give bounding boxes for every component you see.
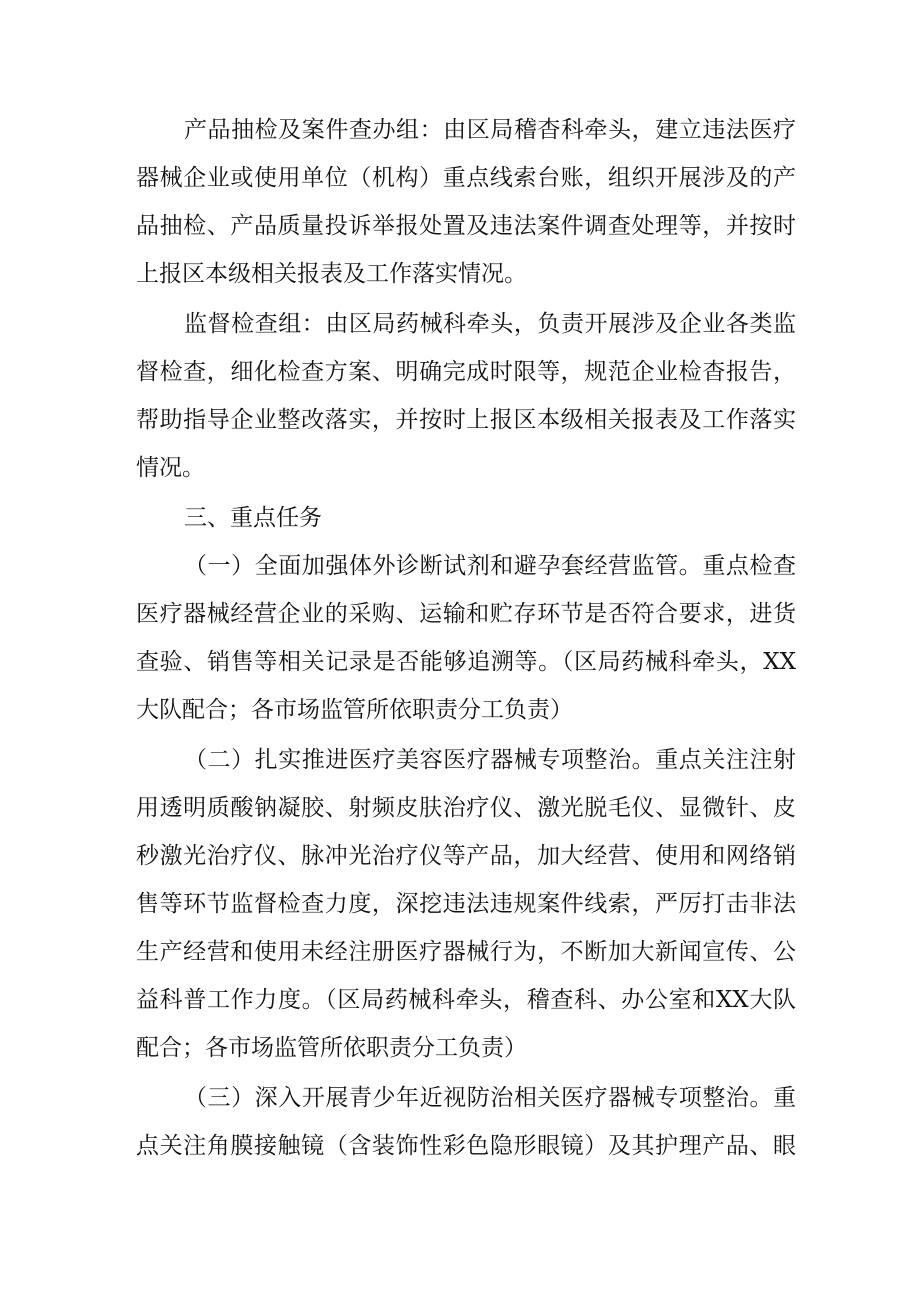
paragraph-line: 点关注角膜接触镜（含装饰性彩色隐形眼镜）及其护理产品、眼 bbox=[136, 1133, 796, 1159]
paragraph-line: 售等环节监督检查力度，深挖违法违规案件线索，严厉打击非法 bbox=[136, 891, 796, 917]
paragraph-line: 查验、销售等相关记录是否能够追溯等。（区局药械科牵头，XX bbox=[136, 649, 796, 675]
paragraph-line: 监督检查组：由区局药械科牵头，负责开展涉及企业各类监 bbox=[184, 311, 796, 337]
paragraph-line: 产品抽检及案件查办组：由区局稽杳科牵头，建立违法医疗 bbox=[184, 117, 796, 143]
paragraph-line: 帮助指导企业整改落实，并按时上报区本级相关报表及工作落实 bbox=[136, 407, 796, 433]
paragraph-line: 器械企业或使用单位（机构）重点线索台账，组织开展涉及的产 bbox=[136, 165, 796, 191]
paragraph-line: 大队配合；各市场监管所依职责分工负责） bbox=[136, 697, 573, 723]
paragraph-line: 益科普工作力度。（区局药械科牵头，稽查科、办公室和XX大队 bbox=[136, 987, 796, 1013]
paragraph-line: （二）扎实推进医疗美容医疗器械专项整治。重点关注注射 bbox=[184, 747, 796, 773]
section-heading: 三、重点任务 bbox=[184, 505, 322, 531]
paragraph-line: 医疗器械经营企业的采购、运输和贮存环节是否符合要求，进货 bbox=[136, 601, 796, 627]
paragraph-line: 用透明质酸钠凝胶、射频皮肤治疗仪、激光脱毛仪、显微针、皮 bbox=[136, 795, 796, 821]
paragraph-line: 配合；各市场监管所依职责分工负责） bbox=[136, 1035, 527, 1061]
paragraph-line: 品抽检、产品质量投诉举报处置及违法案件调查处理等，并按时 bbox=[136, 213, 796, 239]
paragraph-line: （一）全面加强体外诊断试剂和避孕套经营监管。重点检查 bbox=[184, 553, 796, 579]
paragraph-line: 情况。 bbox=[136, 455, 205, 481]
paragraph-line: 秒激光治疗仪、脉冲光治疗仪等产品，加大经营、使用和网络销 bbox=[136, 843, 796, 869]
paragraph-line: 上报区本级相关报表及工作落实情况。 bbox=[136, 261, 527, 287]
paragraph-line: 督检查，细化检查方案、明确完成时限等，规范企业检杳报告， bbox=[136, 359, 796, 385]
paragraph-line: 生产经营和使用未经注册医疗器械行为，不断加大新闻宣传、公 bbox=[136, 939, 796, 965]
paragraph-line: （三）深入开展青少年近视防治相关医疗器械专项整治。重 bbox=[184, 1085, 796, 1111]
